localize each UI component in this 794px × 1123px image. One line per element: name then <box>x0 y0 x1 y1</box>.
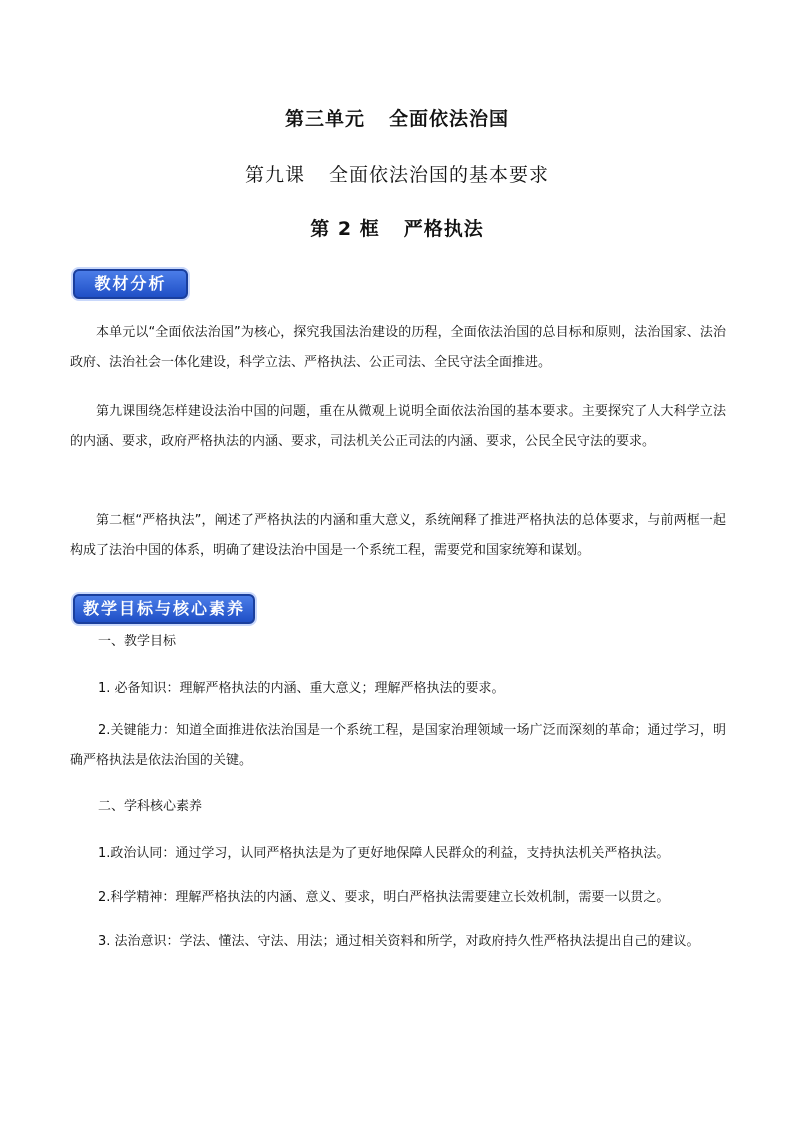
lesson-label: 第九课 <box>244 164 305 186</box>
goal-item-ability: 2.关键能力：知道全面推进依法治国是一个系统工程，是国家治理领域一场广泛而深刻的革命；通过学习，明确严格执法是依法治国的关键。 <box>70 723 726 768</box>
frame-title: 严格执法 <box>403 218 484 240</box>
unit-heading <box>0 104 794 131</box>
core-item-law: 3. 法治意识：学法、懂法、守法、用法；通过相关资料和所学，对政府持久性严格执法提出自己的建议。 <box>98 934 700 949</box>
goal-item-knowledge: 1. 必备知识：理解严格执法的内涵、重大意义；理解严格执法的要求。 <box>98 681 505 696</box>
analysis-paragraph-2: 第九课围绕怎样建设法治中国的问题，重在从微观上说明全面依法治国的基本要求。主要探究了人大科学立法的内涵、要求，政府严格执法的内涵、要求，司法机关公正司法的内涵、要求，公民全民守法的要求。 <box>70 404 726 449</box>
section-badge-goals: 教学目标与核心素养 <box>73 594 255 624</box>
core-item-science: 2.科学精神：理解严格执法的内涵、意义、要求，明白严格执法需要建立长效机制，需要一以贯之。 <box>98 890 670 905</box>
section-badge-analysis: 教材分析 <box>73 269 188 299</box>
analysis-paragraph-1: 本单元以“全面依法治国”为核心，探究我国法治建设的历程，全面依法治国的总目标和原则，法治国家、法治政府、法治社会一体化建设，科学立法、严格执法、公正司法、全民守法全面推进。 <box>70 325 726 370</box>
lesson-heading <box>0 160 794 187</box>
core-item-political: 1.政治认同：通过学习，认同严格执法是为了更好地保障人民群众的利益，支持执法机关严格执法。 <box>98 846 670 861</box>
goals-section-title-1: 一、教学目标 <box>98 634 177 649</box>
unit-label: 第三单元 <box>284 108 365 130</box>
frame-heading <box>0 214 794 241</box>
analysis-paragraph-3: 第二框“严格执法”，阐述了严格执法的内涵和重大意义，系统阐释了推进严格执法的总体要求，与前两框一起构成了法治中国的体系，明确了建设法治中国是一个系统工程，需要党和国家统筹和谋划。 <box>70 513 726 558</box>
lesson-title: 全面依法治国的基本要求 <box>329 164 550 186</box>
unit-title: 全面依法治国 <box>389 108 510 130</box>
frame-label: 第 2 框 <box>310 218 380 240</box>
goals-section-title-2: 二、学科核心素养 <box>98 799 203 814</box>
